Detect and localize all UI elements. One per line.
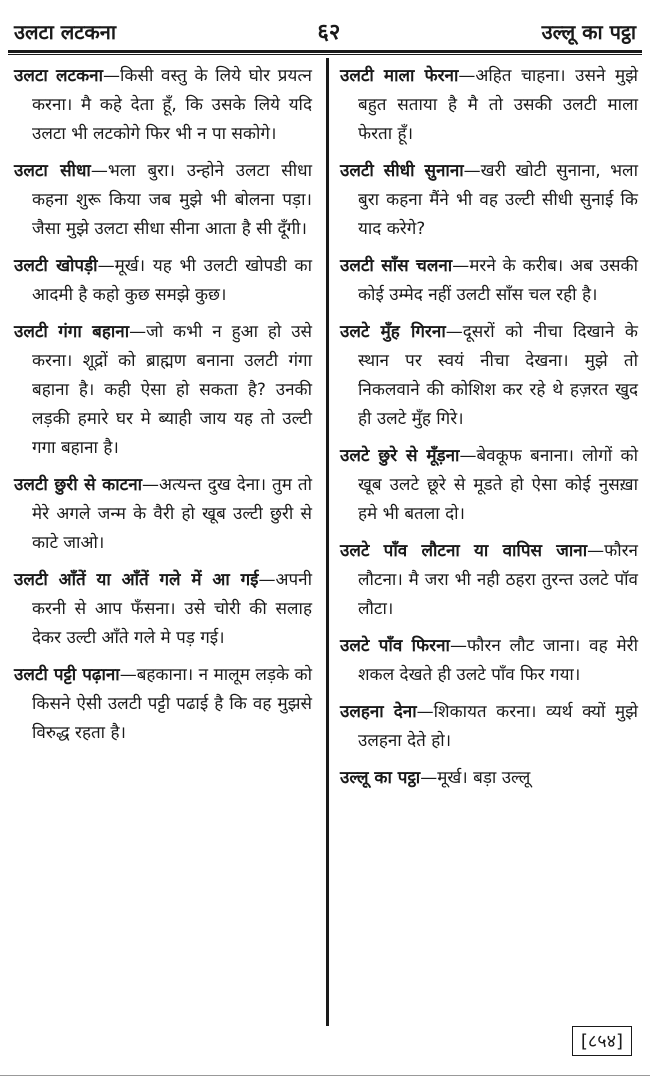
entry-headword: उलटे मुँह गिरना	[340, 322, 446, 342]
dictionary-entry	[340, 698, 638, 756]
entry-definition: —बेवकूफ बनाना। लोगों को खूब उलटे छूरे से मूडते हो ऐसा कोई नुसख़ा हमे भी बतला दो।	[358, 446, 638, 524]
header-rule-thick	[8, 50, 642, 53]
right-column	[340, 62, 638, 801]
left-column	[14, 62, 312, 756]
entry-definition: —मूर्ख। यह भी उलटी खोपडी का आदमी है कहो कुछ समझे कुछ।	[32, 256, 312, 305]
entry-headword: उलटी सॉंस चलना	[340, 256, 453, 276]
dictionary-entry	[340, 252, 638, 310]
entry-headword: उलहना देना	[340, 702, 417, 722]
entry-headword: उलटी गंगा बहाना	[14, 322, 130, 342]
entry-definition: —मूर्ख। बड़ा उल्लू	[420, 768, 531, 788]
entry-headword: उलटी माला फेरना	[340, 66, 459, 86]
entry-definition: —किसी वस्तु के लिये घोर प्रयत्न करना। मै कहे देता हूँ, कि उसके लिये यदि उलटा भी लटकोगे फिर भी न पा सकोगे।	[32, 66, 312, 144]
column-divider	[326, 58, 329, 1026]
dictionary-entry	[340, 537, 638, 624]
dictionary-entry	[14, 566, 312, 653]
dictionary-entry	[14, 318, 312, 463]
entry-definition: —फौरन लौट जाना। वह मेरी शकल देखते ही उलटे पॉंव फिर गया।	[358, 636, 638, 685]
entry-headword: उलटा सीधा	[14, 161, 91, 181]
dictionary-entry	[340, 62, 638, 149]
entry-definition: —अत्यन्त दुख देना। तुम तो मेरे अगले जन्म के वैरी हो खूब उल्टी छुरी से काटे जाओ।	[32, 475, 313, 553]
entry-definition: —जो कभी न हुआ हो उसे करना। शूद्रों को ब्राह्मण बनाना उलटी गंगा बहाना है। कही ऐसा हो सकता है? उनकी लड़की हमारे घर मे ब्याही जाय यह तो उल्टी गगा बहाना है।	[32, 322, 312, 458]
dictionary-entry	[14, 157, 312, 244]
entry-headword: उलटे पॉंव फिरना	[340, 636, 450, 656]
dictionary-entry	[14, 252, 312, 310]
entry-definition: —अहित चाहना। उसने मुझे बहुत सताया है मै तो उसकी उलटी माला फेरता हूँ।	[358, 66, 638, 144]
dictionary-entry	[340, 318, 638, 434]
header-right-guideword: उल्लू का पट्ठा	[541, 19, 636, 44]
entry-definition: —मरने के करीब। अब उसकी कोई उम्मेद नहीं उलटी सॉंस चल रही है।	[358, 256, 638, 305]
header-page-number: ६२	[317, 20, 341, 45]
entry-headword: उल्लू का पट्ठा	[340, 768, 421, 788]
entry-headword: उलटी खोपड़ी	[14, 256, 98, 276]
footer-edge-line	[0, 1075, 650, 1076]
entry-headword: उलटी ऑंतें या ऑंतें गले में आ गई	[14, 570, 259, 590]
entry-definition: —बहकाना। न मालूम लड़के को किसने ऐसी उलटी पट्टी पढाई है कि वह मुझसे विरुद्ध रहता है।	[32, 665, 312, 743]
header-left-guideword: उलटा लटकना	[14, 19, 117, 44]
entry-headword: उलटी पट्टी पढ़ाना	[14, 665, 120, 685]
dictionary-entry	[14, 471, 312, 558]
dictionary-entry	[340, 632, 638, 690]
entry-headword: उलटी छुरी से काटना	[14, 475, 143, 495]
dictionary-entry	[340, 442, 638, 529]
dictionary-entry	[14, 62, 312, 149]
entry-definition: —फौरन लौटना। मै जरा भी नही ठहरा तुरन्त उलटे पॉव लौटा।	[358, 541, 638, 619]
entry-headword: उलटे छुरे से मूँड़ना	[340, 446, 460, 466]
header-rule-thin	[8, 54, 642, 55]
entry-definition: —अपनी करनी से आप फँसना। उसे चोरी की सलाह देकर उल्टी ऑंते गले मे पड़ गई।	[32, 570, 312, 648]
running-header	[14, 14, 636, 48]
dictionary-entry	[340, 157, 638, 244]
page-number-box: [८५४]	[572, 1026, 632, 1056]
dictionary-entry	[340, 764, 638, 793]
dictionary-entry	[14, 661, 312, 748]
entry-definition: —दूसरों को नीचा दिखाने के स्थान पर स्वयं नीचा देखना। मुझे तो निकलवाने की कोशिश कर रहे थे हज़रत खुद ही उलटे मुँह गिरे।	[358, 322, 638, 429]
entry-definition: —शिकायत करना। व्यर्थ क्यों मुझे उलहना देते हो।	[358, 702, 638, 751]
entry-definition: —भला बुरा। उन्होने उलटा सीधा कहना शुरू किया जब मुझे भी बोलना पड़ा। जैसा मुझे उलटा सीधा सीना आता है सी दूँगी।	[32, 161, 312, 239]
entry-definition: —खरी खोटी सुनाना, भला बुरा कहना मैंने भी वह उल्टी सीधी सुनाई कि याद करेगे?	[358, 161, 638, 239]
entry-headword: उलटे पॉंव लौटना या वापिस जाना	[340, 541, 588, 561]
entry-headword: उलटा लटकना	[14, 66, 104, 86]
entry-headword: उलटी सीधी सुनाना	[340, 161, 464, 181]
